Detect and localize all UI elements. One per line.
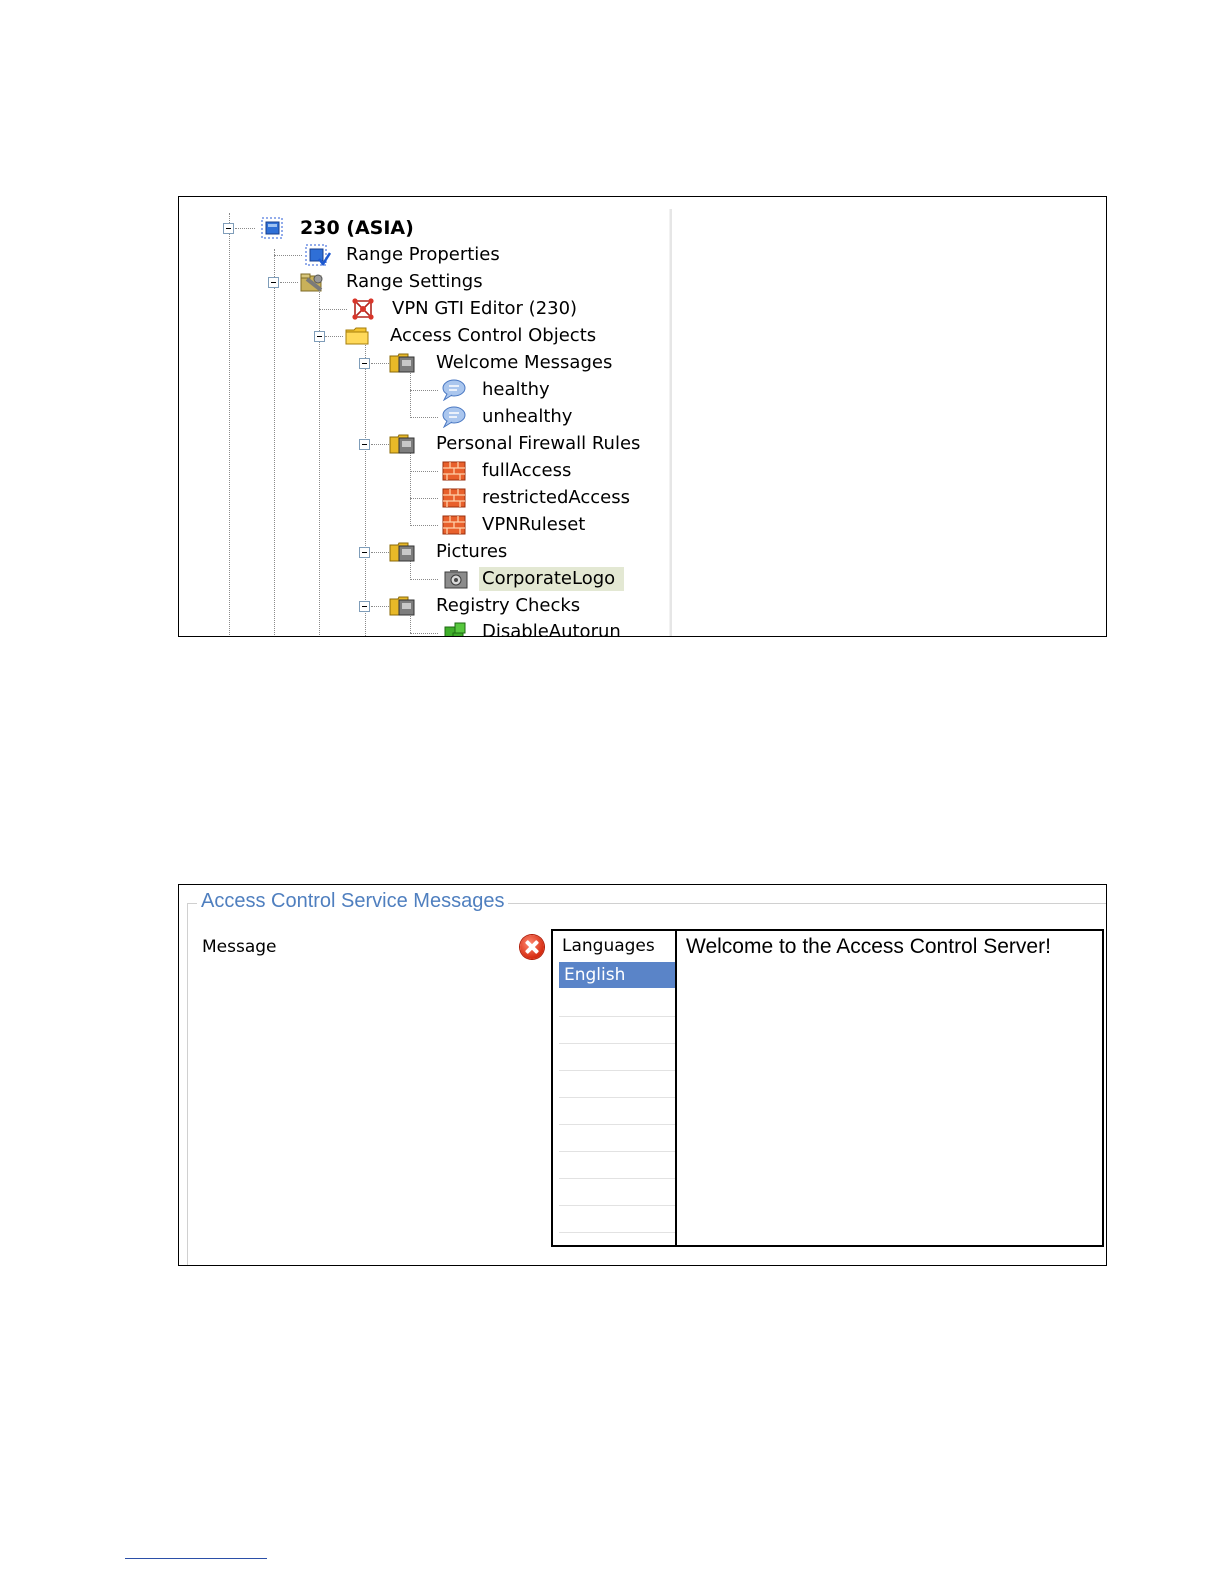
tree-node-label: VPNRuleset <box>482 514 586 535</box>
tree-view-screenshot <box>178 196 1107 637</box>
list-row-divider <box>559 1043 675 1044</box>
message-field-label: Message <box>202 937 277 957</box>
tree-connector <box>410 579 438 580</box>
tree-connector <box>325 336 343 337</box>
tree-node-label: Pictures <box>436 541 508 562</box>
tree-node-label: DisableAutorun <box>482 621 621 637</box>
tree-node-label: CorporateLogo <box>479 567 624 591</box>
tree-node-label: restrictedAccess <box>482 487 630 508</box>
tree-connector <box>410 370 411 418</box>
tree-connector <box>235 228 255 229</box>
tree-node-label: Welcome Messages <box>436 352 613 373</box>
speech-bubble-icon <box>441 406 467 428</box>
list-row-divider <box>559 1151 675 1152</box>
tree-connector <box>274 249 275 637</box>
tree-connector <box>371 444 389 445</box>
range-icon <box>259 217 285 239</box>
collapse-toggle[interactable] <box>359 601 370 612</box>
list-row-divider <box>559 1070 675 1071</box>
firewall-icon <box>441 487 467 509</box>
tree-connector <box>410 390 438 391</box>
collapse-toggle[interactable] <box>359 439 370 450</box>
object-folder-icon <box>389 541 415 563</box>
list-row-divider <box>559 1232 675 1233</box>
speech-bubble-icon <box>441 379 467 401</box>
object-folder-icon <box>389 595 415 617</box>
tree-node-label: 230 (ASIA) <box>300 217 414 239</box>
tree-connector <box>410 633 438 634</box>
collapse-toggle[interactable] <box>223 223 234 234</box>
list-row-divider <box>559 1097 675 1098</box>
message-text-area[interactable]: Welcome to the Access Control Server! <box>686 935 1051 958</box>
tree-node-label: Registry Checks <box>436 595 581 616</box>
tree-connector <box>410 525 438 526</box>
list-row-divider <box>559 1178 675 1179</box>
object-folder-icon <box>389 433 415 455</box>
folder-icon <box>345 325 371 347</box>
tree-connector <box>365 342 366 637</box>
tree-connector <box>319 309 347 310</box>
list-row-divider <box>559 1124 675 1125</box>
error-icon <box>520 935 544 959</box>
tree-connector <box>371 552 389 553</box>
tree-connector <box>274 255 302 256</box>
tree-node-label: healthy <box>482 379 550 400</box>
range-settings-icon <box>299 271 325 293</box>
tree-node-label: Personal Firewall Rules <box>436 433 641 454</box>
tree-connector <box>410 417 438 418</box>
vpn-gti-icon <box>351 298 377 320</box>
tree-connector <box>280 282 298 283</box>
language-item-english[interactable]: English <box>559 962 675 988</box>
languages-header: Languages <box>562 936 655 956</box>
languages-list[interactable] <box>553 931 677 1245</box>
tree-connector <box>410 471 438 472</box>
range-properties-icon <box>305 244 331 266</box>
tree-connector <box>229 213 230 637</box>
list-row-divider <box>559 1016 675 1017</box>
collapse-toggle[interactable] <box>359 547 370 558</box>
collapse-toggle[interactable] <box>314 331 325 342</box>
camera-icon <box>443 568 469 590</box>
tree-connector <box>410 498 438 499</box>
tree-node-label: fullAccess <box>482 460 572 481</box>
tree-node-label: Access Control Objects <box>390 325 597 346</box>
firewall-icon <box>441 460 467 482</box>
tree-node-label: VPN GTI Editor (230) <box>392 298 578 319</box>
tree-connector <box>410 451 411 526</box>
footnote-separator <box>125 1558 267 1559</box>
tree-node-label: Range Settings <box>346 271 483 292</box>
pane-splitter[interactable] <box>669 209 672 637</box>
tree-node-label: Range Properties <box>346 244 500 265</box>
collapse-toggle[interactable] <box>268 277 279 288</box>
tree-connector <box>371 363 389 364</box>
groupbox-title: Access Control Service Messages <box>197 890 508 913</box>
access-control-messages-screenshot <box>178 884 1107 1266</box>
tree-node-label: unhealthy <box>482 406 573 427</box>
groupbox-border <box>187 903 188 1266</box>
tree-connector <box>371 606 389 607</box>
firewall-icon <box>441 514 467 536</box>
object-folder-icon <box>389 352 415 374</box>
list-row-divider <box>559 1205 675 1206</box>
message-editor-table <box>551 929 1104 1247</box>
collapse-toggle[interactable] <box>359 358 370 369</box>
registry-icon <box>443 621 469 637</box>
